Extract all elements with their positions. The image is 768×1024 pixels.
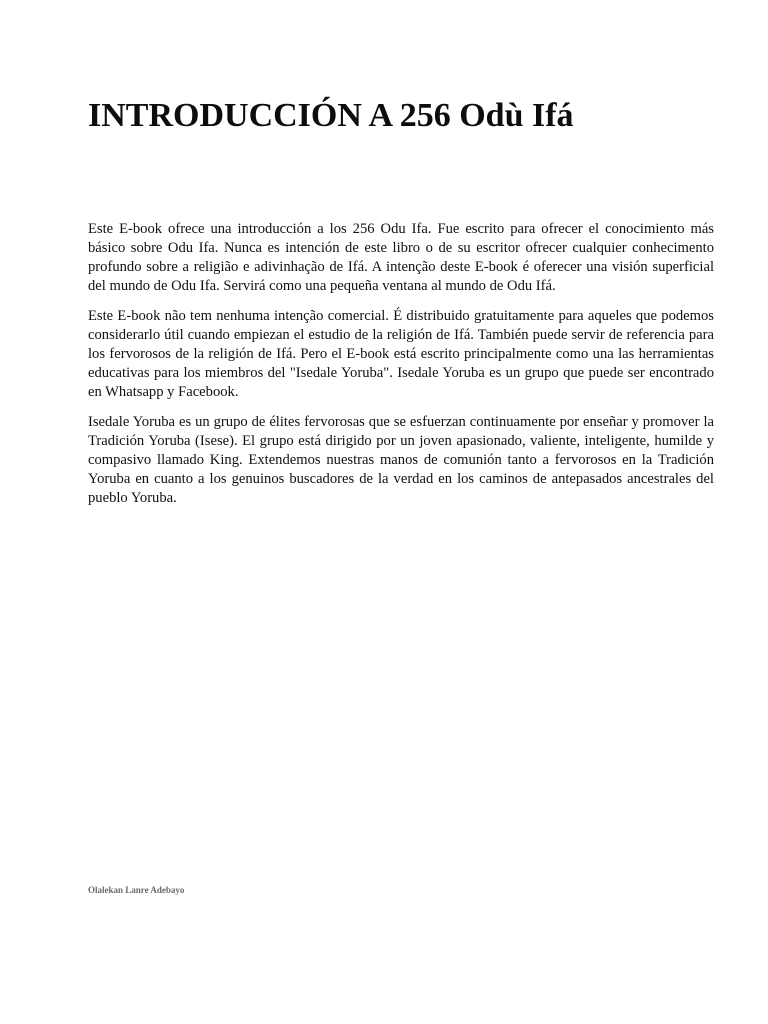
paragraph-purpose: Este E-book não tem nenhuma intenção comercial. É distribuido gratuitamente para aqueles que podemos considerarlo útil cuando empiezan el estudio de la religión de Ifá. También puede servir de referencia para los fervorosos de la religión de Ifá. Pero el E-book está escrito principalmente como una las herramientas educativas para los miembros del "Isedale Yoruba". Isedale Yoruba es un grupo que puede ser encontrado en Whatsapp y Facebook. (88, 308, 714, 400)
paragraph-intro: Este E-book ofrece una introducción a los 256 Odu Ifa. Fue escrito para ofrecer el conocimiento más básico sobre Odu Ifa. Nunca es intención de este libro o de su escritor ofrecer cualquier conhecimento profundo sobre a religião e adivinhação de Ifá. A intenção deste E-book é oferecer una visión superficial del mundo de Odu Ifa. Servirá como una pequeña ventana al mundo de Odu Ifá. (88, 221, 714, 294)
paragraph-group: Isedale Yoruba es un grupo de élites fervorosas que se esfuerzan continuamente por enseñar y promover la Tradición Yoruba (Isese). El grupo está dirigido por un joven apasionado, valiente, inteligente, humilde y compasivo llamado King. Extendemos nuestras manos de comunión tanto a fervorosos en la Tradición Yoruba en cuanto a los genuinos buscadores de la verdad en los caminos de antepasados ancestrales del pueblo Yoruba. (88, 414, 714, 506)
body-text (88, 220, 714, 519)
author-footer: Olalekan Lanre Adebayo (88, 885, 185, 895)
page-title: INTRODUCCIÓN A 256 Odù Ifá (88, 97, 574, 134)
